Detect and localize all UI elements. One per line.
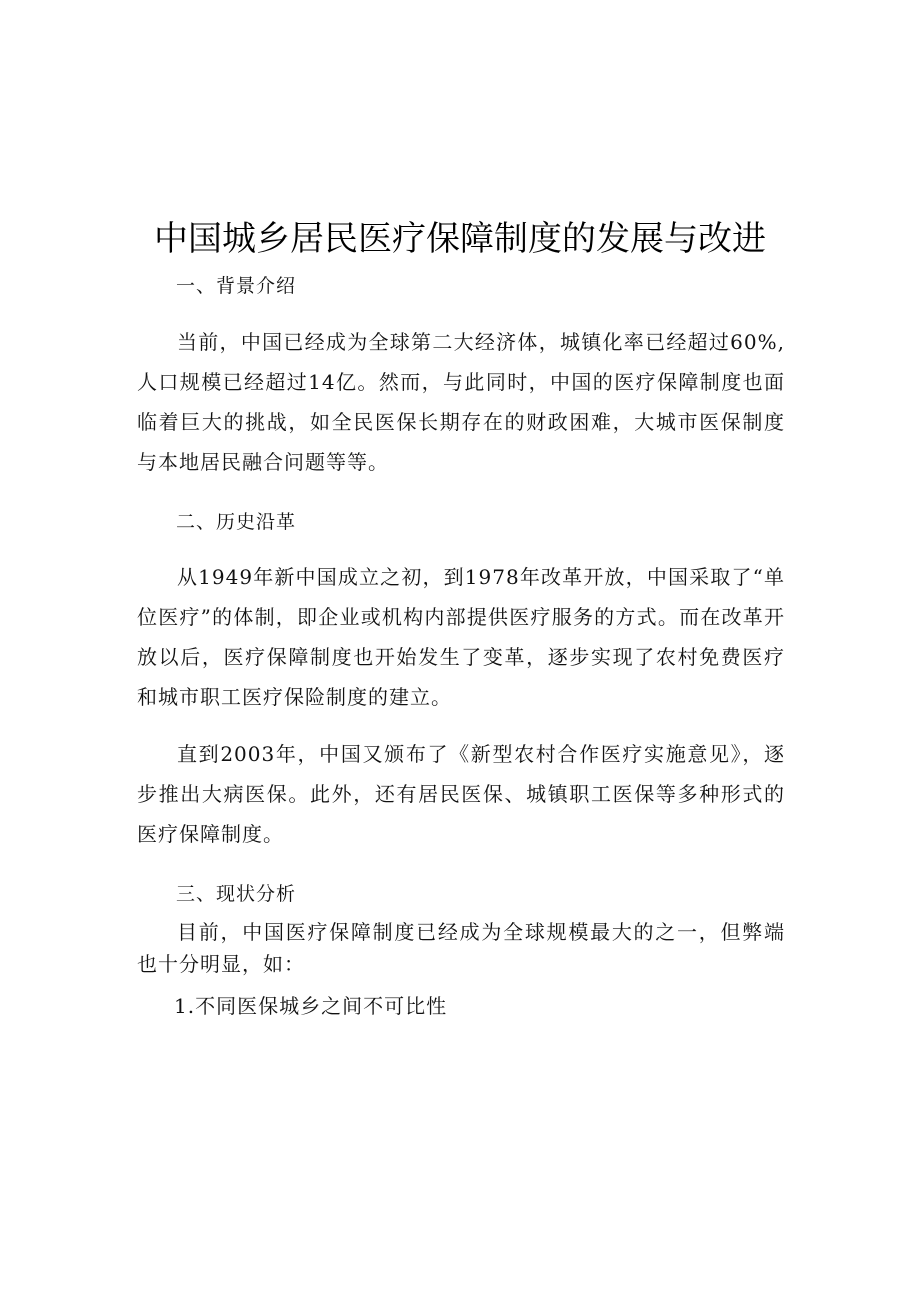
document-title: 中国城乡居民医疗保障制度的发展与改进 bbox=[154, 219, 766, 259]
paragraph-status: 目前，中国医疗保障制度已经成为全球规模最大的之一，但弊端也十分明显，如： bbox=[137, 920, 785, 976]
section-heading-status: 三、现状分析 bbox=[176, 883, 297, 905]
paragraph-history-1: 从1949年新中国成立之初，到1978年改革开放，中国采取了“单位医疗”的体制，即企业或机构内部提供医疗服务的方式。而在改革开放以后，医疗保障制度也开始发生了变革，逐步实现了农村免费医疗和城市职工医疗保险制度的建立。 bbox=[137, 565, 785, 709]
list-item: 1.不同医保城乡之间不可比性 bbox=[174, 994, 448, 1018]
section-heading-background: 一、背景介绍 bbox=[176, 275, 297, 297]
paragraph-background: 当前，中国已经成为全球第二大经济体，城镇化率已经超过60%,人口规模已经超过14亿。然而，与此同时，中国的医疗保障制度也面临着巨大的挑战，如全民医保长期存在的财政困难，大城市医保制度与本地居民融合问题等等。 bbox=[137, 330, 785, 474]
section-heading-history: 二、历史沿革 bbox=[176, 511, 297, 533]
paragraph-history-2: 直到2003年，中国又颁布了《新型农村合作医疗实施意见》，逐步推出大病医保。此外，还有居民医保、城镇职工医保等多种形式的医疗保障制度。 bbox=[137, 742, 785, 846]
